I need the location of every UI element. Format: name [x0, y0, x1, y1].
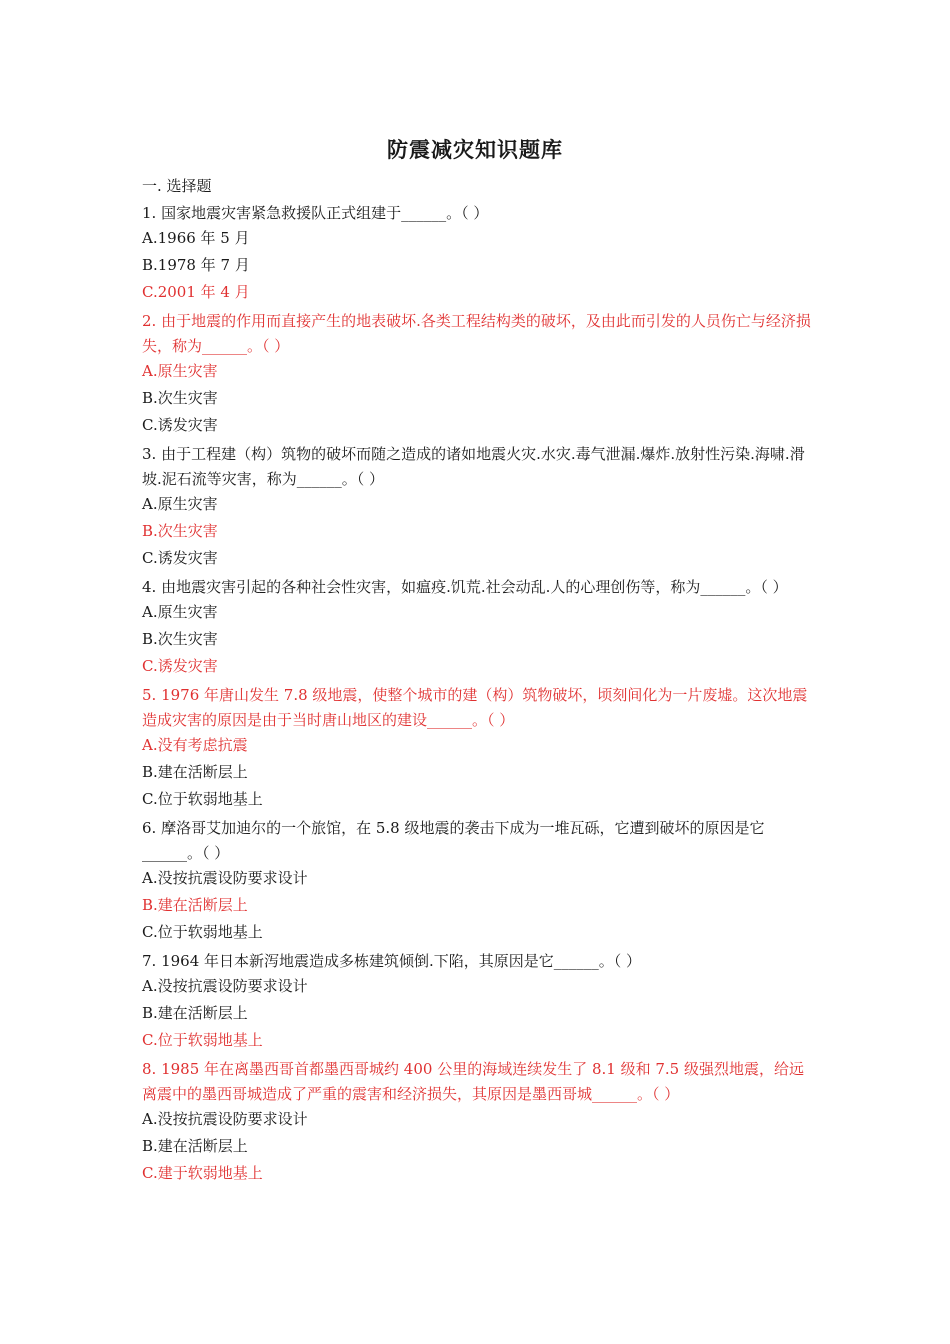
question-text: 1. 国家地震灾害紧急救援队正式组建于______。（ ）: [142, 204, 489, 222]
option-b: B.次生灾害: [142, 522, 218, 540]
option-a: A.原生灾害: [142, 603, 218, 621]
option-b: B.建在活断层上: [142, 1004, 248, 1022]
option-c: C.2001 年 4 月: [142, 283, 250, 301]
question-text: 4. 由地震灾害引起的各种社会性灾害，如瘟疫.饥荒.社会动乱.人的心理创伤等，称为______。（ ）: [142, 578, 788, 596]
question-list: [142, 174, 818, 1188]
option-b: B.建在活断层上: [142, 763, 248, 781]
question-block-2: [142, 309, 818, 440]
option-a: A.没按抗震设防要求设计: [142, 869, 308, 887]
option-c: C.诱发灾害: [142, 657, 218, 675]
option-b: B.1978 年 7 月: [142, 256, 250, 274]
section-heading: 一. 选择题: [142, 177, 212, 195]
option-c: C.建于软弱地基上: [142, 1164, 263, 1182]
question-block-7: [142, 949, 818, 1055]
option-b: B.建在活断层上: [142, 1137, 248, 1155]
question-block-1: [142, 201, 818, 307]
option-c: C.诱发灾害: [142, 416, 218, 434]
option-a: A.1966 年 5 月: [142, 229, 250, 247]
document-title: 防震减灾知识题库: [387, 138, 563, 162]
question-block-3: [142, 442, 818, 573]
question-block-4: [142, 575, 818, 681]
option-b: B.次生灾害: [142, 389, 218, 407]
option-b: B.次生灾害: [142, 630, 218, 648]
question-block-6: [142, 816, 818, 947]
option-a: A.原生灾害: [142, 495, 218, 513]
question-text: 8. 1985 年在离墨西哥首都墨西哥城约 400 公里的海域连续发生了 8.1 级和 7.5 级强烈地震，给远离震中的墨西哥城造成了严重的震害和经济损失，其原因是墨西哥城______。（ ）: [142, 1060, 804, 1103]
question-text: 3. 由于工程建（构）筑物的破坏而随之造成的诸如地震火灾.水灾.毒气泄漏.爆炸.放射性污染.海啸.滑坡.泥石流等灾害，称为______。（ ）: [142, 445, 805, 488]
option-a: A.没按抗震设防要求设计: [142, 1110, 308, 1128]
option-a: A.没按抗震设防要求设计: [142, 977, 308, 995]
option-c: C.位于软弱地基上: [142, 1031, 263, 1049]
option-b: B.建在活断层上: [142, 896, 248, 914]
option-a: A.没有考虑抗震: [142, 736, 248, 754]
option-c: C.诱发灾害: [142, 549, 218, 567]
question-text: 6. 摩洛哥艾加迪尔的一个旅馆，在 5.8 级地震的袭击下成为一堆瓦砾，它遭到破坏的原因是它______。（ ）: [142, 819, 765, 862]
option-c: C.位于软弱地基上: [142, 790, 263, 808]
option-a: A.原生灾害: [142, 362, 218, 380]
question-text: 7. 1964 年日本新泻地震造成多栋建筑倾倒.下陷，其原因是它______。（ ）: [142, 952, 642, 970]
question-block-8: [142, 1057, 818, 1188]
option-c: C.位于软弱地基上: [142, 923, 263, 941]
question-text: 2. 由于地震的作用而直接产生的地表破坏.各类工程结构类的破坏，及由此而引发的人员伤亡与经济损失，称为______。（ ）: [142, 312, 811, 355]
question-block-5: [142, 683, 818, 814]
question-text: 5. 1976 年唐山发生 7.8 级地震，使整个城市的建（构）筑物破坏，顷刻间化为一片废墟。这次地震造成灾害的原因是由于当时唐山地区的建设______。（ ）: [142, 686, 808, 729]
